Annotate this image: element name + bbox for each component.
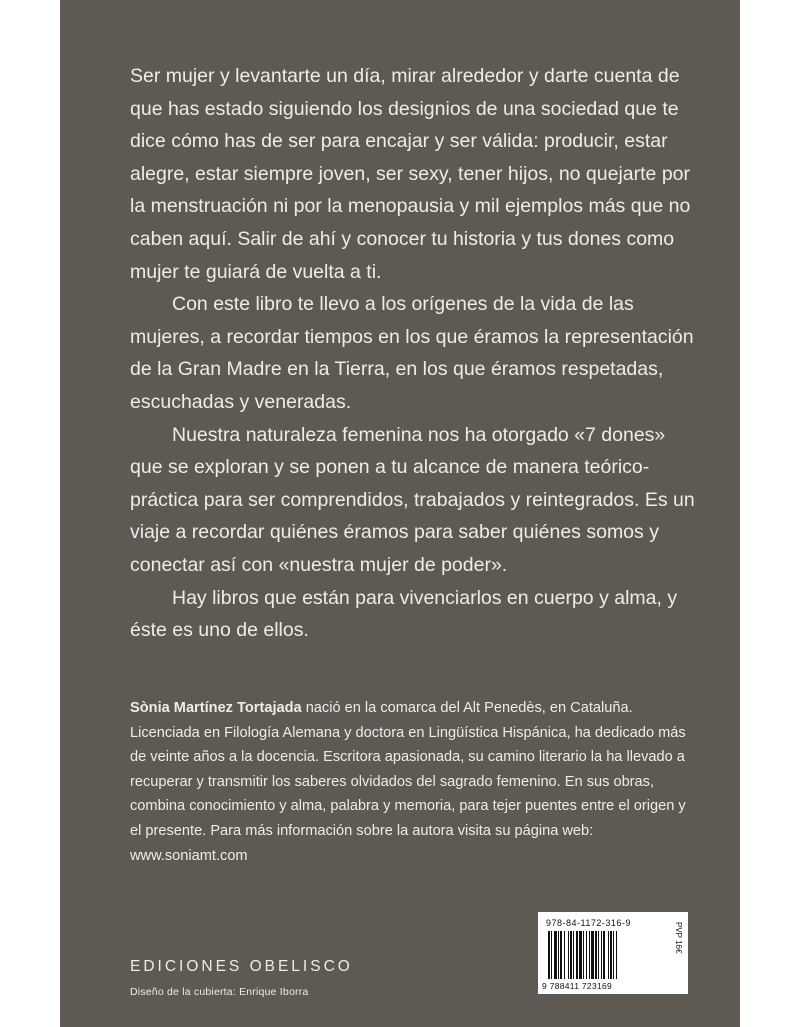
barcode-bar: [560, 931, 562, 979]
barcode-bar: [583, 931, 584, 979]
blurb: [130, 60, 700, 647]
barcode-bar: [558, 931, 559, 979]
barcode-bar: [570, 931, 572, 979]
barcode-bar: [586, 931, 587, 979]
barcode-bar: [608, 931, 609, 979]
barcode-bar: [601, 931, 602, 979]
barcode-bar: [573, 931, 574, 979]
barcode-bar: [568, 931, 569, 979]
price-label: PVP 16€: [674, 922, 683, 954]
blurb-paragraph-2: Con este libro te llevo a los orígenes de la vida de las mujeres, a recordar tiempos en los que éramos la representación de la Gran Madre en la Tierra, en los que éramos respetadas, escuchadas y veneradas.: [130, 293, 694, 413]
barcode-bar: [598, 931, 599, 979]
barcode-digits: 9 788411 723169: [542, 981, 613, 991]
author-name: Sònia Martínez Tortajada: [130, 700, 302, 716]
barcode-bar: [579, 931, 582, 979]
isbn-label: 978-84-1172-316-9: [546, 918, 631, 928]
barcode-bar: [589, 931, 590, 979]
cover-credits: Diseño de la cubierta: Enrique Iborra: [130, 986, 309, 998]
back-cover: [60, 0, 740, 1027]
blurb-paragraph-3: Nuestra naturaleza femenina nos ha otorgado «7 dones» que se exploran y se ponen a tu alcance de manera teórico-práctica para ser comprendidos, trabajados y reintegrados. Es un viaje a recordar quiénes éramos para saber quiénes somos y conectar así con «nuestra mujer de poder».: [130, 423, 695, 576]
blurb-paragraph-4: Hay libros que están para vivenciarlos en cuerpo y alma, y éste es uno de ellos.: [130, 586, 678, 642]
publisher-name: EDICIONES OBELISCO: [130, 958, 353, 975]
author-bio: [130, 696, 700, 868]
author-bio-text: nació en la comarca del Alt Penedès, en Cataluña. Licenciada en Filología Alemana y doctora en Lingüística Hispánica, ha dedicado más de veinte años a la docencia. Escritora apasionada, su camino literario la ha llevado a recuperar y transmitir los saberes olvidados del sagrado femenino. En sus obras, combina conocimiento y alma, palabra y memoria, para tejer puentes entre el origen y el presente. Para más información sobre la autora visita su página web: www.soniamt.com: [130, 700, 686, 864]
barcode-bar: [591, 931, 594, 979]
barcode-bar: [551, 931, 552, 979]
barcode-bar: [576, 931, 578, 979]
blurb-paragraph-1: Ser mujer y levantarte un día, mirar alrededor y darte cuenta de que has estado siguiendo los designios de una sociedad que te dice cómo has de ser para encajar y ser válida: producir, estar alegre, estar siempre joven, ser sexy, tener hijos, no quejarte por la menstruación ni por la menopausia y mil ejemplos más que no caben aquí. Salir de ahí y conocer tu historia y tus dones como mujer te guiará de vuelta a ti.: [130, 65, 691, 283]
barcode-bar: [603, 931, 605, 979]
barcode-bar: [610, 931, 612, 979]
barcode-bar: [613, 931, 614, 979]
barcode-bar: [564, 931, 565, 979]
barcode-bar: [548, 931, 550, 979]
barcode-bar: [554, 931, 557, 979]
barcode-bar: [616, 931, 617, 979]
barcode-bar: [595, 931, 597, 979]
barcode-bars: [548, 931, 668, 979]
barcode-box: [538, 912, 688, 994]
